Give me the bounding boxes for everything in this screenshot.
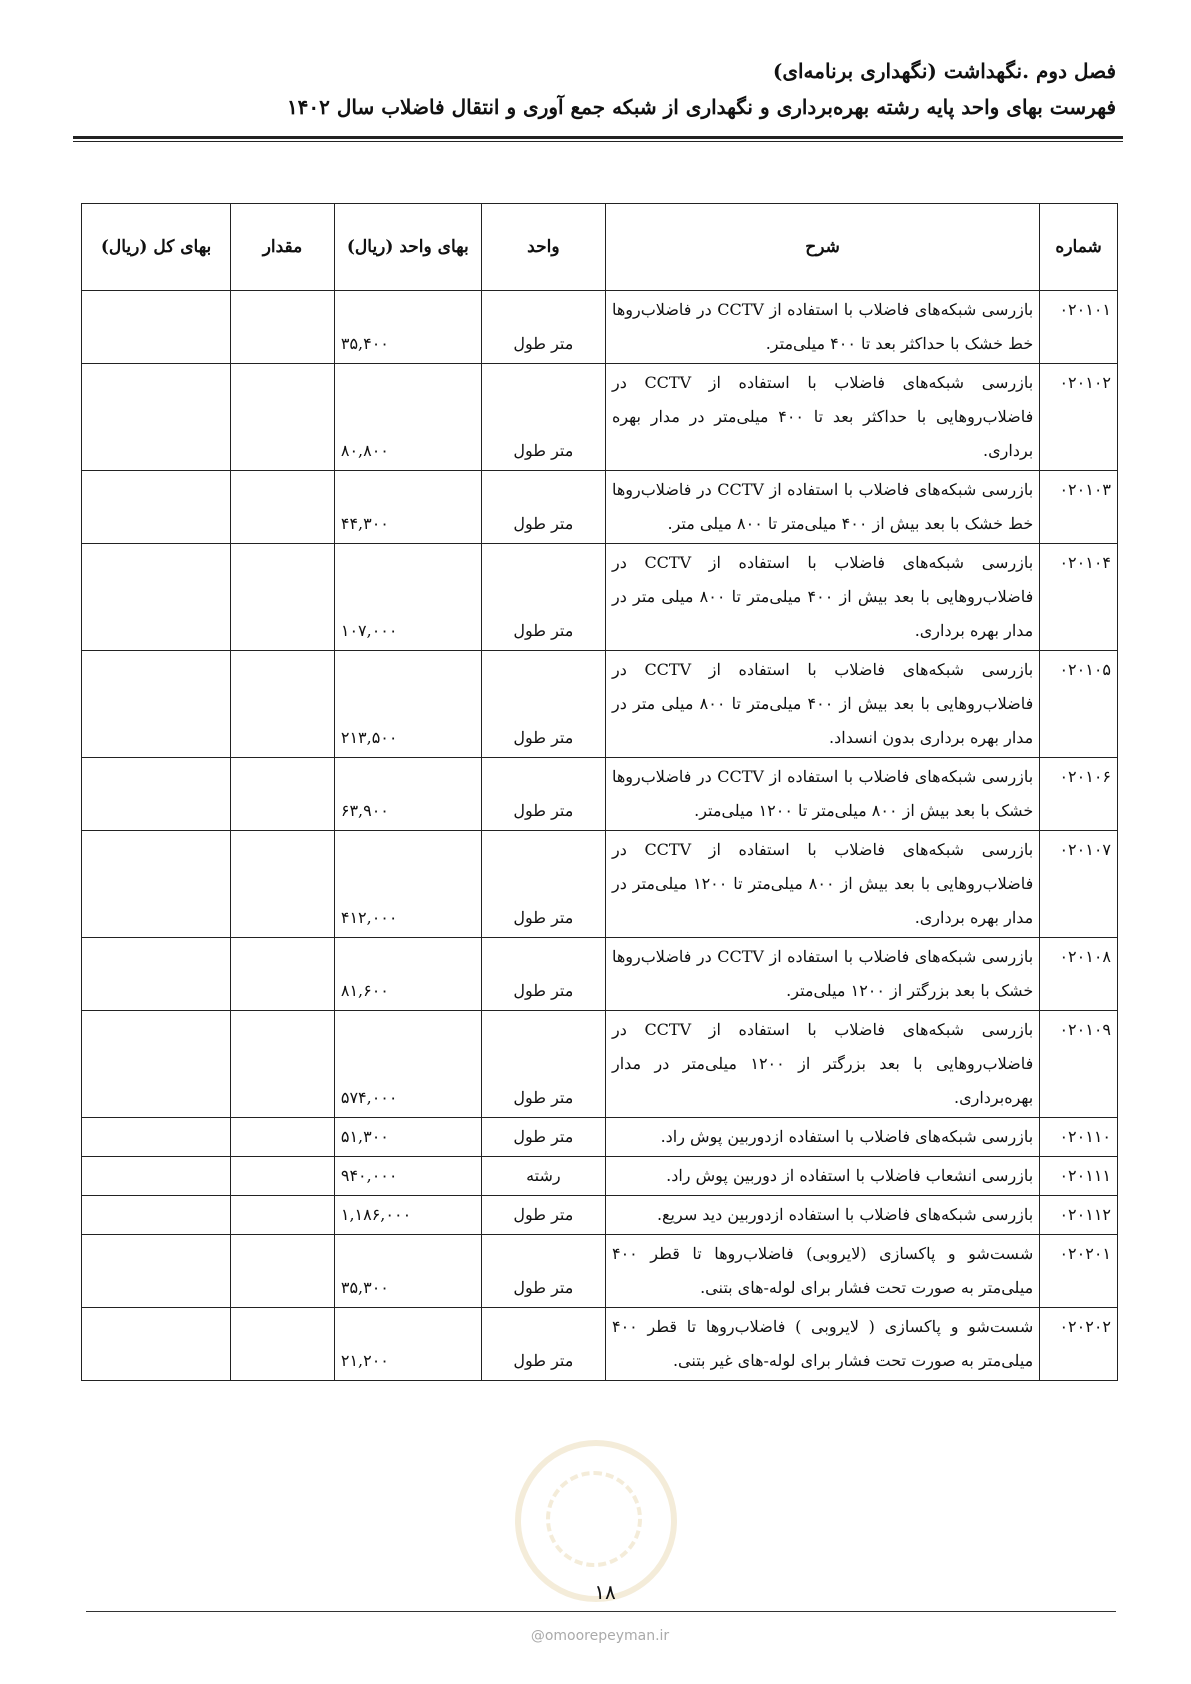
row-code: ۰۲۰۱۰۱ (1040, 291, 1118, 364)
row-unit: متر طول (481, 291, 605, 364)
row-unit-price: ۸۰,۸۰۰ (334, 364, 481, 471)
row-quantity (231, 1157, 335, 1196)
row-total-price (82, 471, 231, 544)
row-total-price (82, 544, 231, 651)
row-description: بازرسی شبکه‌های فاضلاب با استفاده از CCTV در فاضلاب‌روهایی با بعد بزرگتر از ۱۲۰۰ میلی‌متر در مدار بهره‌برداری. (605, 1011, 1039, 1118)
row-total-price (82, 938, 231, 1011)
row-total-price (82, 1011, 231, 1118)
row-quantity (231, 938, 335, 1011)
row-description: بازرسی شبکه‌های فاضلاب با استفاده از CCTV در فاضلاب‌روهایی با بعد بیش از ۴۰۰ میلی‌متر تا ۸۰۰ میلی متر در مدار بهره برداری. (605, 544, 1039, 651)
row-description: بازرسی شبکه‌های فاضلاب با استفاده از CCTV در فاضلاب‌روها خشک با بعد بیش از ۸۰۰ میلی‌متر تا ۱۲۰۰ میلی‌متر. (605, 758, 1039, 831)
row-code: ۰۲۰۱۱۰ (1040, 1118, 1118, 1157)
row-unit-price: ۵۷۴,۰۰۰ (334, 1011, 481, 1118)
table-row (82, 1308, 1118, 1381)
row-total-price (82, 1196, 231, 1235)
table-row (82, 544, 1118, 651)
row-total-price (82, 651, 231, 758)
row-unit: رشته (481, 1157, 605, 1196)
row-unit: متر طول (481, 1308, 605, 1381)
row-description: شست‌شو و پاکسازی ( لایروبی ) فاضلاب‌روها تا قطر ۴۰۰ میلی‌متر به صورت تحت فشار برای لوله-های غیر بتنی. (605, 1308, 1039, 1381)
row-quantity (231, 291, 335, 364)
row-unit-price: ۵۱,۳۰۰ (334, 1118, 481, 1157)
table-row (82, 1011, 1118, 1118)
header-unit-price: بهای واحد (ریال) (334, 204, 481, 291)
row-unit: متر طول (481, 471, 605, 544)
row-description: شست‌شو و پاکسازی (لایروبی) فاضلاب‌روها تا قطر ۴۰۰ میلی‌متر به صورت تحت فشار برای لوله-های بتنی. (605, 1235, 1039, 1308)
row-code: ۰۲۰۱۰۴ (1040, 544, 1118, 651)
row-quantity (231, 1011, 335, 1118)
row-description: بازرسی شبکه‌های فاضلاب با استفاده از CCTV در فاضلاب‌روها خشک با بعد بزرگتر از ۱۲۰۰ میلی‌متر. (605, 938, 1039, 1011)
table-header-row (82, 204, 1118, 291)
row-quantity (231, 1235, 335, 1308)
row-quantity (231, 1308, 335, 1381)
row-total-price (82, 1118, 231, 1157)
table-row (82, 364, 1118, 471)
row-unit-price: ۶۳,۹۰۰ (334, 758, 481, 831)
table-row (82, 471, 1118, 544)
row-quantity (231, 471, 335, 544)
watermark-gear-icon (546, 1471, 642, 1567)
row-unit-price: ۲۱۳,۵۰۰ (334, 651, 481, 758)
header-rule-thin (73, 141, 1123, 142)
row-quantity (231, 1196, 335, 1235)
row-unit: متر طول (481, 938, 605, 1011)
document-subtitle: فهرست بهای واحد پایه رشته بهره‌برداری و نگهداری از شبکه جمع آوری و انتقال فاضلاب سال ۱۴۰۲ (286, 95, 1116, 119)
row-unit: متر طول (481, 544, 605, 651)
page-header (66, 56, 1116, 122)
row-total-price (82, 1308, 231, 1381)
row-unit-price: ۳۵,۴۰۰ (334, 291, 481, 364)
row-code: ۰۲۰۱۰۸ (1040, 938, 1118, 1011)
row-quantity (231, 651, 335, 758)
row-total-price (82, 1235, 231, 1308)
row-description: بازرسی شبکه‌های فاضلاب با استفاده از CCTV در فاضلاب‌روهایی با حداکثر بعد تا ۴۰۰ میلی‌متر در مدار بهره برداری. (605, 364, 1039, 471)
row-unit: متر طول (481, 831, 605, 938)
table-row (82, 1196, 1118, 1235)
row-unit-price: ۱,۱۸۶,۰۰۰ (334, 1196, 481, 1235)
row-code: ۰۲۰۱۱۲ (1040, 1196, 1118, 1235)
row-description: بازرسی شبکه‌های فاضلاب با استفاده از CCTV در فاضلاب‌روها خط خشک با بعد بیش از ۴۰۰ میلی‌متر تا ۸۰۰ میلی متر. (605, 471, 1039, 544)
row-code: ۰۲۰۱۰۲ (1040, 364, 1118, 471)
row-unit-price: ۳۵,۳۰۰ (334, 1235, 481, 1308)
row-total-price (82, 831, 231, 938)
row-unit-price: ۲۱,۲۰۰ (334, 1308, 481, 1381)
row-total-price (82, 291, 231, 364)
row-quantity (231, 544, 335, 651)
row-code: ۰۲۰۱۰۵ (1040, 651, 1118, 758)
price-list-table (81, 203, 1118, 1381)
table-row (82, 831, 1118, 938)
row-code: ۰۲۰۱۰۷ (1040, 831, 1118, 938)
row-code: ۰۲۰۲۰۱ (1040, 1235, 1118, 1308)
page-number: ۱۸ (594, 1580, 616, 1604)
row-unit: متر طول (481, 364, 605, 471)
row-description: بازرسی شبکه‌های فاضلاب با استفاده از CCTV در فاضلاب‌روهایی با بعد بیش از ۸۰۰ میلی‌متر تا ۱۲۰۰ میلی‌متر در مدار بهره برداری. (605, 831, 1039, 938)
site-watermark: @omoorepeyman.ir (530, 1628, 670, 1644)
row-description: بازرسی شبکه‌های فاضلاب با استفاده ازدوربین دید سریع. (605, 1196, 1039, 1235)
table-row (82, 651, 1118, 758)
row-code: ۰۲۰۲۰۲ (1040, 1308, 1118, 1381)
table-row (82, 1118, 1118, 1157)
row-description: بازرسی شبکه‌های فاضلاب با استفاده از CCTV در فاضلاب‌روهایی با بعد بیش از ۴۰۰ میلی‌متر تا ۸۰۰ میلی متر در مدار بهره برداری بدون انسداد. (605, 651, 1039, 758)
row-unit-price: ۴۴,۳۰۰ (334, 471, 481, 544)
row-unit: متر طول (481, 1011, 605, 1118)
row-code: ۰۲۰۱۰۶ (1040, 758, 1118, 831)
watermark-seal (515, 1440, 677, 1602)
row-unit-price: ۹۴۰,۰۰۰ (334, 1157, 481, 1196)
table-row (82, 1235, 1118, 1308)
row-description: بازرسی شبکه‌های فاضلاب با استفاده ازدوربین پوش راد. (605, 1118, 1039, 1157)
header-description: شرح (605, 204, 1039, 291)
row-unit-price: ۴۱۲,۰۰۰ (334, 831, 481, 938)
row-quantity (231, 364, 335, 471)
chapter-title: فصل دوم .نگهداشت (نگهداری برنامه‌ای) (772, 59, 1116, 83)
header-quantity: مقدار (231, 204, 335, 291)
row-total-price (82, 758, 231, 831)
row-unit: متر طول (481, 1196, 605, 1235)
row-code: ۰۲۰۱۰۹ (1040, 1011, 1118, 1118)
row-unit: متر طول (481, 1118, 605, 1157)
row-code: ۰۲۰۱۱۱ (1040, 1157, 1118, 1196)
header-total-price: بهای کل (ریال) (82, 204, 231, 291)
footer-rule (86, 1611, 1116, 1612)
row-code: ۰۲۰۱۰۳ (1040, 471, 1118, 544)
row-total-price (82, 1157, 231, 1196)
header-unit: واحد (481, 204, 605, 291)
row-total-price (82, 364, 231, 471)
row-unit: متر طول (481, 1235, 605, 1308)
table-row (82, 758, 1118, 831)
row-unit: متر طول (481, 651, 605, 758)
row-description: بازرسی شبکه‌های فاضلاب با استفاده از CCTV در فاضلاب‌روها خط خشک با حداکثر بعد تا ۴۰۰ میلی‌متر. (605, 291, 1039, 364)
table-row (82, 1157, 1118, 1196)
row-quantity (231, 1118, 335, 1157)
header-rule (73, 136, 1123, 139)
row-unit: متر طول (481, 758, 605, 831)
table-row (82, 938, 1118, 1011)
row-unit-price: ۱۰۷,۰۰۰ (334, 544, 481, 651)
table-row (82, 291, 1118, 364)
row-unit-price: ۸۱,۶۰۰ (334, 938, 481, 1011)
header-code: شماره (1040, 204, 1118, 291)
row-description: بازرسی انشعاب فاضلاب با استفاده از دوربین پوش راد. (605, 1157, 1039, 1196)
row-quantity (231, 831, 335, 938)
row-quantity (231, 758, 335, 831)
